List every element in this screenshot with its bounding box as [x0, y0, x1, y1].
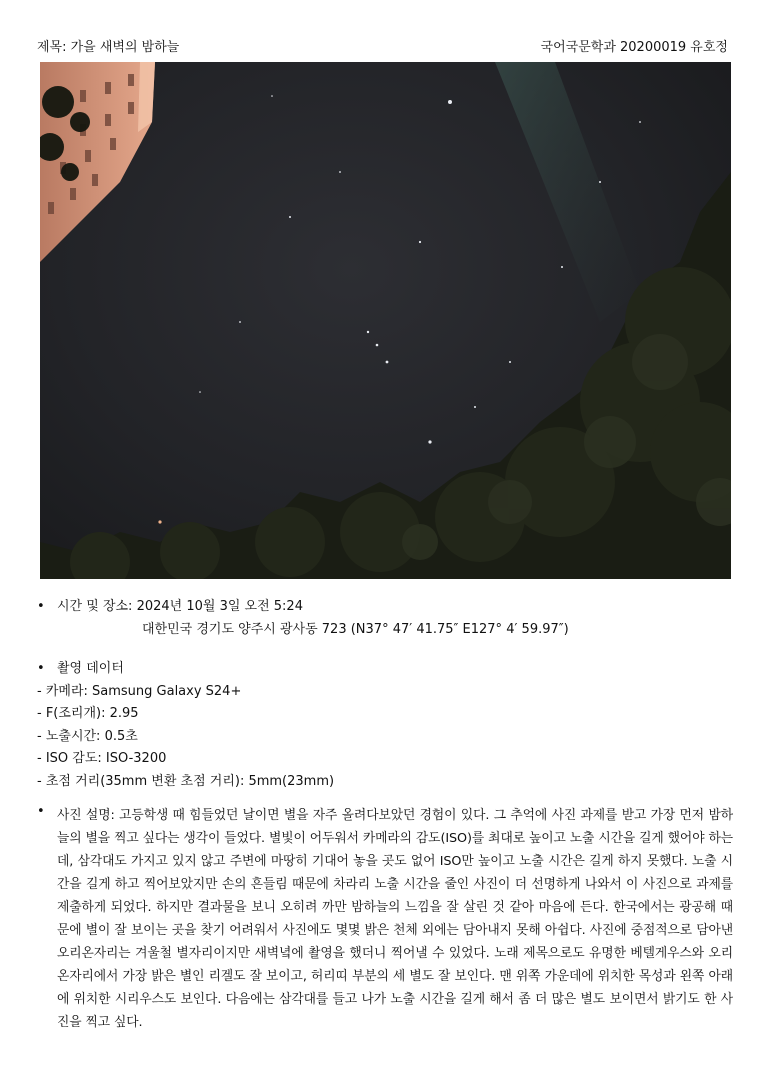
bullet: •: [37, 804, 45, 819]
light-beam: [495, 62, 640, 322]
shooting-heading: 촬영 데이터: [57, 661, 124, 676]
author-info: 국어국문학과 20200019 유호정: [540, 40, 728, 55]
aperture-item: - F(조리개): 2.95: [37, 706, 139, 721]
camera-item: - 카메라: Samsung Galaxy S24+: [37, 683, 242, 699]
photo-illustration: [40, 62, 731, 579]
bullet: •: [37, 599, 45, 614]
time-place-section: [37, 596, 737, 641]
exposure-item: - 노출시간: 0.5초: [37, 728, 138, 744]
time-place-line: 시간 및 장소: 2024년 10월 3일 오전 5:24: [57, 599, 303, 614]
night-sky-photo: [40, 62, 731, 579]
photo-description-section: [37, 804, 737, 1034]
location-line: 대한민국 경기도 양주시 광사동 723 (N37° 47′ 41.75″ E127° 4′ 59.97″): [142, 621, 569, 637]
shooting-data-section: [37, 658, 737, 793]
document-title: 제목: 가을 새벽의 밤하늘: [37, 40, 180, 55]
iso-item: - ISO 감도: ISO-3200: [37, 751, 167, 766]
bullet: •: [37, 661, 45, 676]
photo-description: 사진 설명: 고등학생 때 힘들었던 날이면 별을 자주 올려다보았던 경험이 있다. 그 추억에 사진 과제를 받고 가장 먼저 밤하늘의 별을 찍고 싶다는 생각이 들었다. 별빛이 어두워서 카메라의 감도(ISO)를 최대로 높이고 노출 시간을 길게 했어야 하는데, 삼각대도 가지고 있지 않고 주변에 마땅히 기대어 놓을 곳도 없어 ISO만 높이고 노출 시간은 길게 하지 못했다. 노출 시간을 길게 하고 찍어보았지만 손의 흔들림 때문에 차라리 노출 시간을 줄인 사진이 더 선명하게 나와서 이 사진으로 과제를 제출하게 되었다. 하지만 결과물을 보니 오히려 까만 밤하늘의 느낌을 잘 살린 것 같아 마음에 든다. 한국에서는 광공해 때문에 별이 잘 보이는 곳을 찾기 어려워서 사진에도 몇몇 밝은 천체 외에는 담아내지 못해 아쉽다. 사진에 중점적으로 담아낸 오리온자리는 겨울철 별자리이지만 새벽녘에 촬영을 했더니 찍어낼 수 있었다. 노래 제목으로도 유명한 베텔게우스와 오리온자리에서 가장 밝은 별인 리겔도 잘 보이고, 허리띠 부분의 세 별도 잘 보인다. 맨 위쪽 가운데에 위치한 목성과 왼쪽 아래에 위치한 시리우스도 보인다. 다음에는 삼각대를 들고 나가 노출 시간을 길게 해서 좀 더 많은 별도 보이면서 밝기도 한 사진을 찍고 싶다.: [57, 808, 733, 1030]
focal-length-item: - 초점 거리(35mm 변환 초점 거리): 5mm(23mm): [37, 773, 335, 789]
